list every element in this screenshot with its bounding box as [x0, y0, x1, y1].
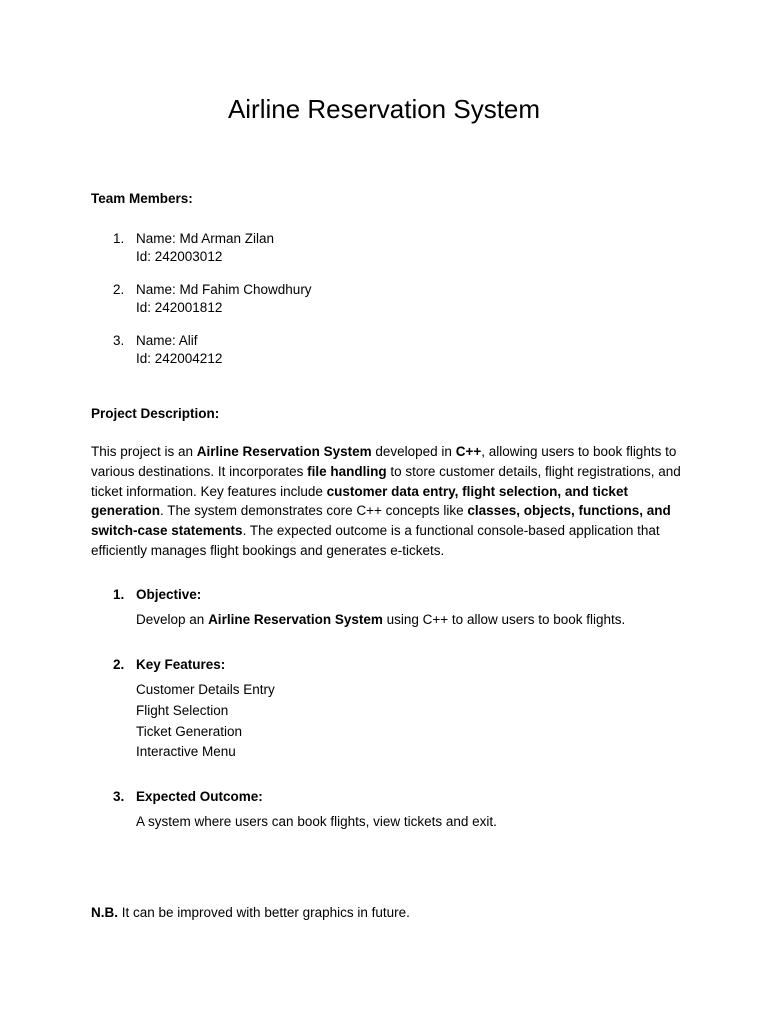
key-features-heading: Key Features: [136, 657, 226, 672]
member-id: Id: 242004212 [136, 350, 223, 366]
objective-text [136, 610, 676, 631]
member-number: 1. [113, 231, 125, 246]
desc-segment: developed in [371, 444, 456, 459]
desc-segment: This project is an [91, 444, 197, 459]
desc-segment-bold: classes, objects, functions, and switch-case statements [91, 503, 671, 539]
objective-text-bold: Airline Reservation System [208, 612, 383, 627]
desc-segment: . The system demonstrates core C++ concepts like [160, 503, 468, 519]
member-id: Id: 242001812 [136, 299, 223, 315]
project-description-heading: Project Description: [91, 406, 220, 421]
project-description-text [91, 442, 681, 561]
desc-segment: . The expected outcome is a functional console-based application that efficiently manages flight bookings and generates e-tickets. [91, 523, 660, 558]
desc-segment: to store customer details, flight registrations, and ticket information. Key features include [91, 463, 681, 499]
section-number: 2. [113, 657, 125, 672]
team-members-heading: Team Members: [91, 191, 193, 206]
desc-segment-bold: customer data entry, flight selection, and ticket generation [91, 483, 628, 519]
objective-text-pre: Develop an [136, 612, 209, 627]
feature-item: Ticket Generation [136, 723, 243, 739]
section-number: 1. [113, 587, 125, 602]
key-features-list [136, 680, 676, 763]
member-id: Id: 242003012 [136, 248, 223, 264]
desc-segment-bold: Airline Reservation System [196, 444, 372, 459]
expected-outcome-text [136, 812, 676, 833]
document-title: Airline Reservation System [227, 94, 541, 124]
outcome-line: A system where users can book flights, view tickets and exit. [136, 814, 497, 829]
desc-segment: , allowing users to book flights to various destinations. It incorporates [91, 444, 677, 479]
desc-segment-bold: C++ [455, 444, 482, 459]
objective-heading: Objective: [136, 587, 202, 602]
desc-segment-bold: file handling [307, 463, 387, 479]
note-label: N.B. [91, 905, 118, 920]
feature-item: Customer Details Entry [136, 682, 275, 697]
note [91, 904, 410, 922]
section-number: 3. [113, 789, 125, 804]
objective-text-post: using C++ to allow users to book flights. [382, 612, 626, 627]
member-name: Name: Md Arman Zilan [136, 231, 275, 246]
feature-item: Flight Selection [136, 702, 229, 718]
member-number: 2. [113, 282, 125, 297]
feature-item: Interactive Menu [136, 744, 236, 760]
note-text: It can be improved with better graphics in future. [118, 905, 410, 920]
member-number: 3. [113, 333, 125, 348]
member-name: Name: Md Fahim Chowdhury [136, 282, 312, 297]
member-name: Name: Alif [136, 333, 198, 348]
expected-outcome-heading: Expected Outcome: [136, 789, 263, 804]
